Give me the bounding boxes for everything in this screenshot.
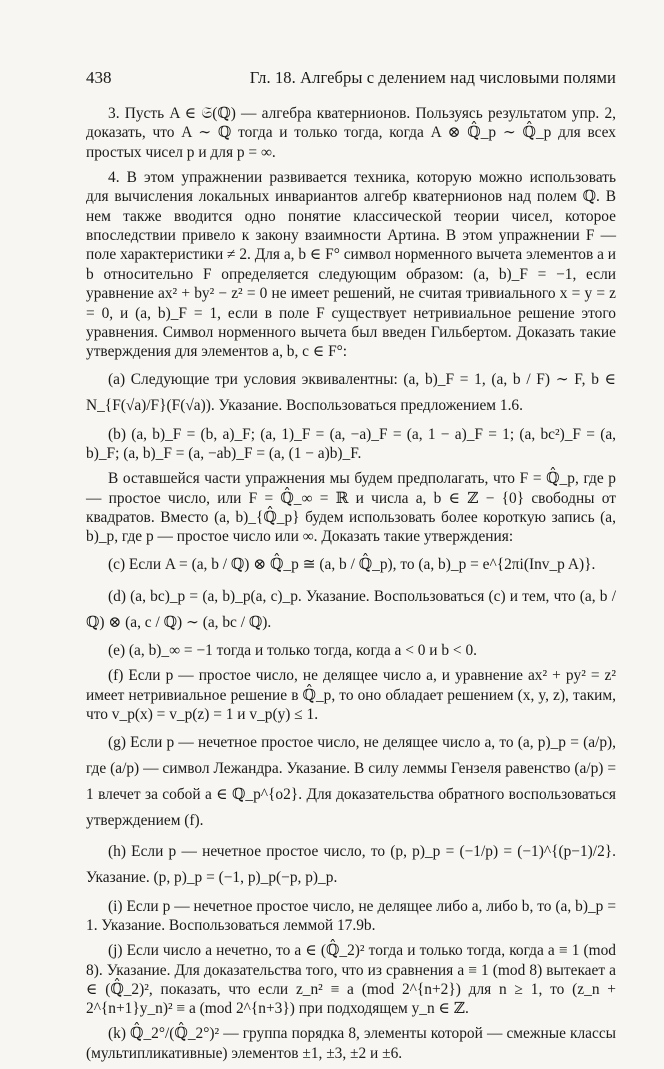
exercise-3: 3. Пусть A ∈ 𝔖(ℚ) — алгебра кватернионов. Пользуясь результатом упр. 2, доказать, что A ∼ ℚ тогда и только тогда, когда A ⊗ ℚ̂_p ∼ ℚ̂_p для всех простых чисел p и для p = ∞. <box>86 105 616 161</box>
item-a: (a) Следующие три условия эквивалентны: (a, b)_F = 1, (a, b / F) ∼ F, b ∈ N_{F(√a)/F}(F(√a)). Указание. Воспользоваться предложением 1.6. <box>86 371 616 415</box>
item-c: (c) Если A = (a, b / ℚ) ⊗ ℚ̂_p ≅ (a, b / ℚ̂_p), то (a, b)_p = e^{2πi(Inv_p A)}. <box>108 556 596 574</box>
page-header <box>86 68 616 92</box>
item-b: (b) (a, b)_F = (b, a)_F; (a, 1)_F = (a, −a)_F = (a, 1 − a)_F = 1; (a, bc²)_F = (a, b)_F; (a, b)_F = (a, −ab)_F = (a, (1 − a)b)_F. <box>86 425 616 463</box>
exercise-4-intro: 4. В этом упражнении развивается техника, которую можно использовать для вычисления локальных инвариантов алгебр кватернионов над полем ℚ. В нем также вводится одно понятие классической теории чисел, которое впоследствии привело к закону взаимности Артина. В этом упражнении F — поле характеристики ≠ 2. Для a, b ∈ F° символ норменного вычета элементов a и b относительно F определяется следующим образом: (a, b)_F = −1, если уравнение ax² + by² − z² = 0 не имеет решений, не считая тривиального x = y = z = 0, и (a, b)_F = 1, если в поле F существует нетривиальное решение этого уравнения. Символ норменного вычета был введен Гильбертом. Доказать такие утверждения для элементов a, b, c ∈ F°: <box>86 168 616 361</box>
page-number: 438 <box>86 68 112 87</box>
page-body <box>86 104 616 1069</box>
remaining-part-text: В оставшейся части упражнения мы будем предполагать, что F = ℚ̂_p, где p — простое число, или F = ℚ̂_∞ = ℝ и числа a, b ∈ ℤ − {0} свободны от квадратов. Вместо (a, b)_{ℚ̂_p} будем использовать более короткую запись (a, b)_p, где p — простое число или ∞. Доказать такие утверждения: <box>86 470 616 546</box>
item-g: (g) Если p — нечетное простое число, не делящее число a, то (a, p)_p = (a/p), где (a/p) — символ Лежандра. Указание. В силу леммы Гензеля равенство (a/p) = 1 влечет за собой a ∈ ℚ_p^{o2}. Для доказательства обратного воспользоваться утверждением (f). <box>86 733 616 829</box>
running-title: Гл. 18. Алгебры с делением над числовыми полями <box>249 68 616 87</box>
item-j: (j) Если число a нечетно, то a ∈ (ℚ̂_2)² тогда и только тогда, когда a ≡ 1 (mod 8). Указание. Для доказательства того, что из сравнения a ≡ 1 (mod 8) вытекает a ∈ (ℚ̂_2)², показать, что если z_n² ≡ a (mod 2^{n+2}) для n ≥ 1, то (z_n + 2^{n+1}y_n)² ≡ a (mod 2^{n+3}) при подходящем y_n ∈ ℤ. <box>86 942 616 1018</box>
item-i: (i) Если p — нечетное простое число, не делящее либо a, либо b, то (a, b)_p = 1. Указание. Воспользоваться леммой 17.9b. <box>86 897 616 935</box>
item-f: (f) Если p — простое число, не делящее число a, и уравнение ax² + py² = z² имеет нетривиальное решение в ℚ̂_p, то оно обладает решением (x, y, z), таким, что v_p(x) = v_p(z) = 1 и v_p(y) ≤ 1. <box>86 667 616 723</box>
item-d: (d) (a, bc)_p = (a, b)_p(a, c)_p. Указание. Воспользоваться (c) и тем, что (a, b / ℚ) ⊗ (a, c / ℚ) ∼ (a, bc / ℚ). <box>86 587 616 631</box>
item-e: (e) (a, b)_∞ = −1 тогда и только тогда, когда a < 0 и b < 0. <box>108 642 477 660</box>
item-k: (k) ℚ̂_2°/(ℚ̂_2°)² — группа порядка 8, элементы которой — смежные классы (мультипликативные) элементов ±1, ±3, ±2 и ±6. <box>86 1025 616 1062</box>
item-h: (h) Если p — нечетное простое число, то (p, p)_p = (−1/p) = (−1)^{(p−1)/2}. Указание. (p, p)_p = (−1, p)_p(−p, p)_p. <box>86 843 616 887</box>
